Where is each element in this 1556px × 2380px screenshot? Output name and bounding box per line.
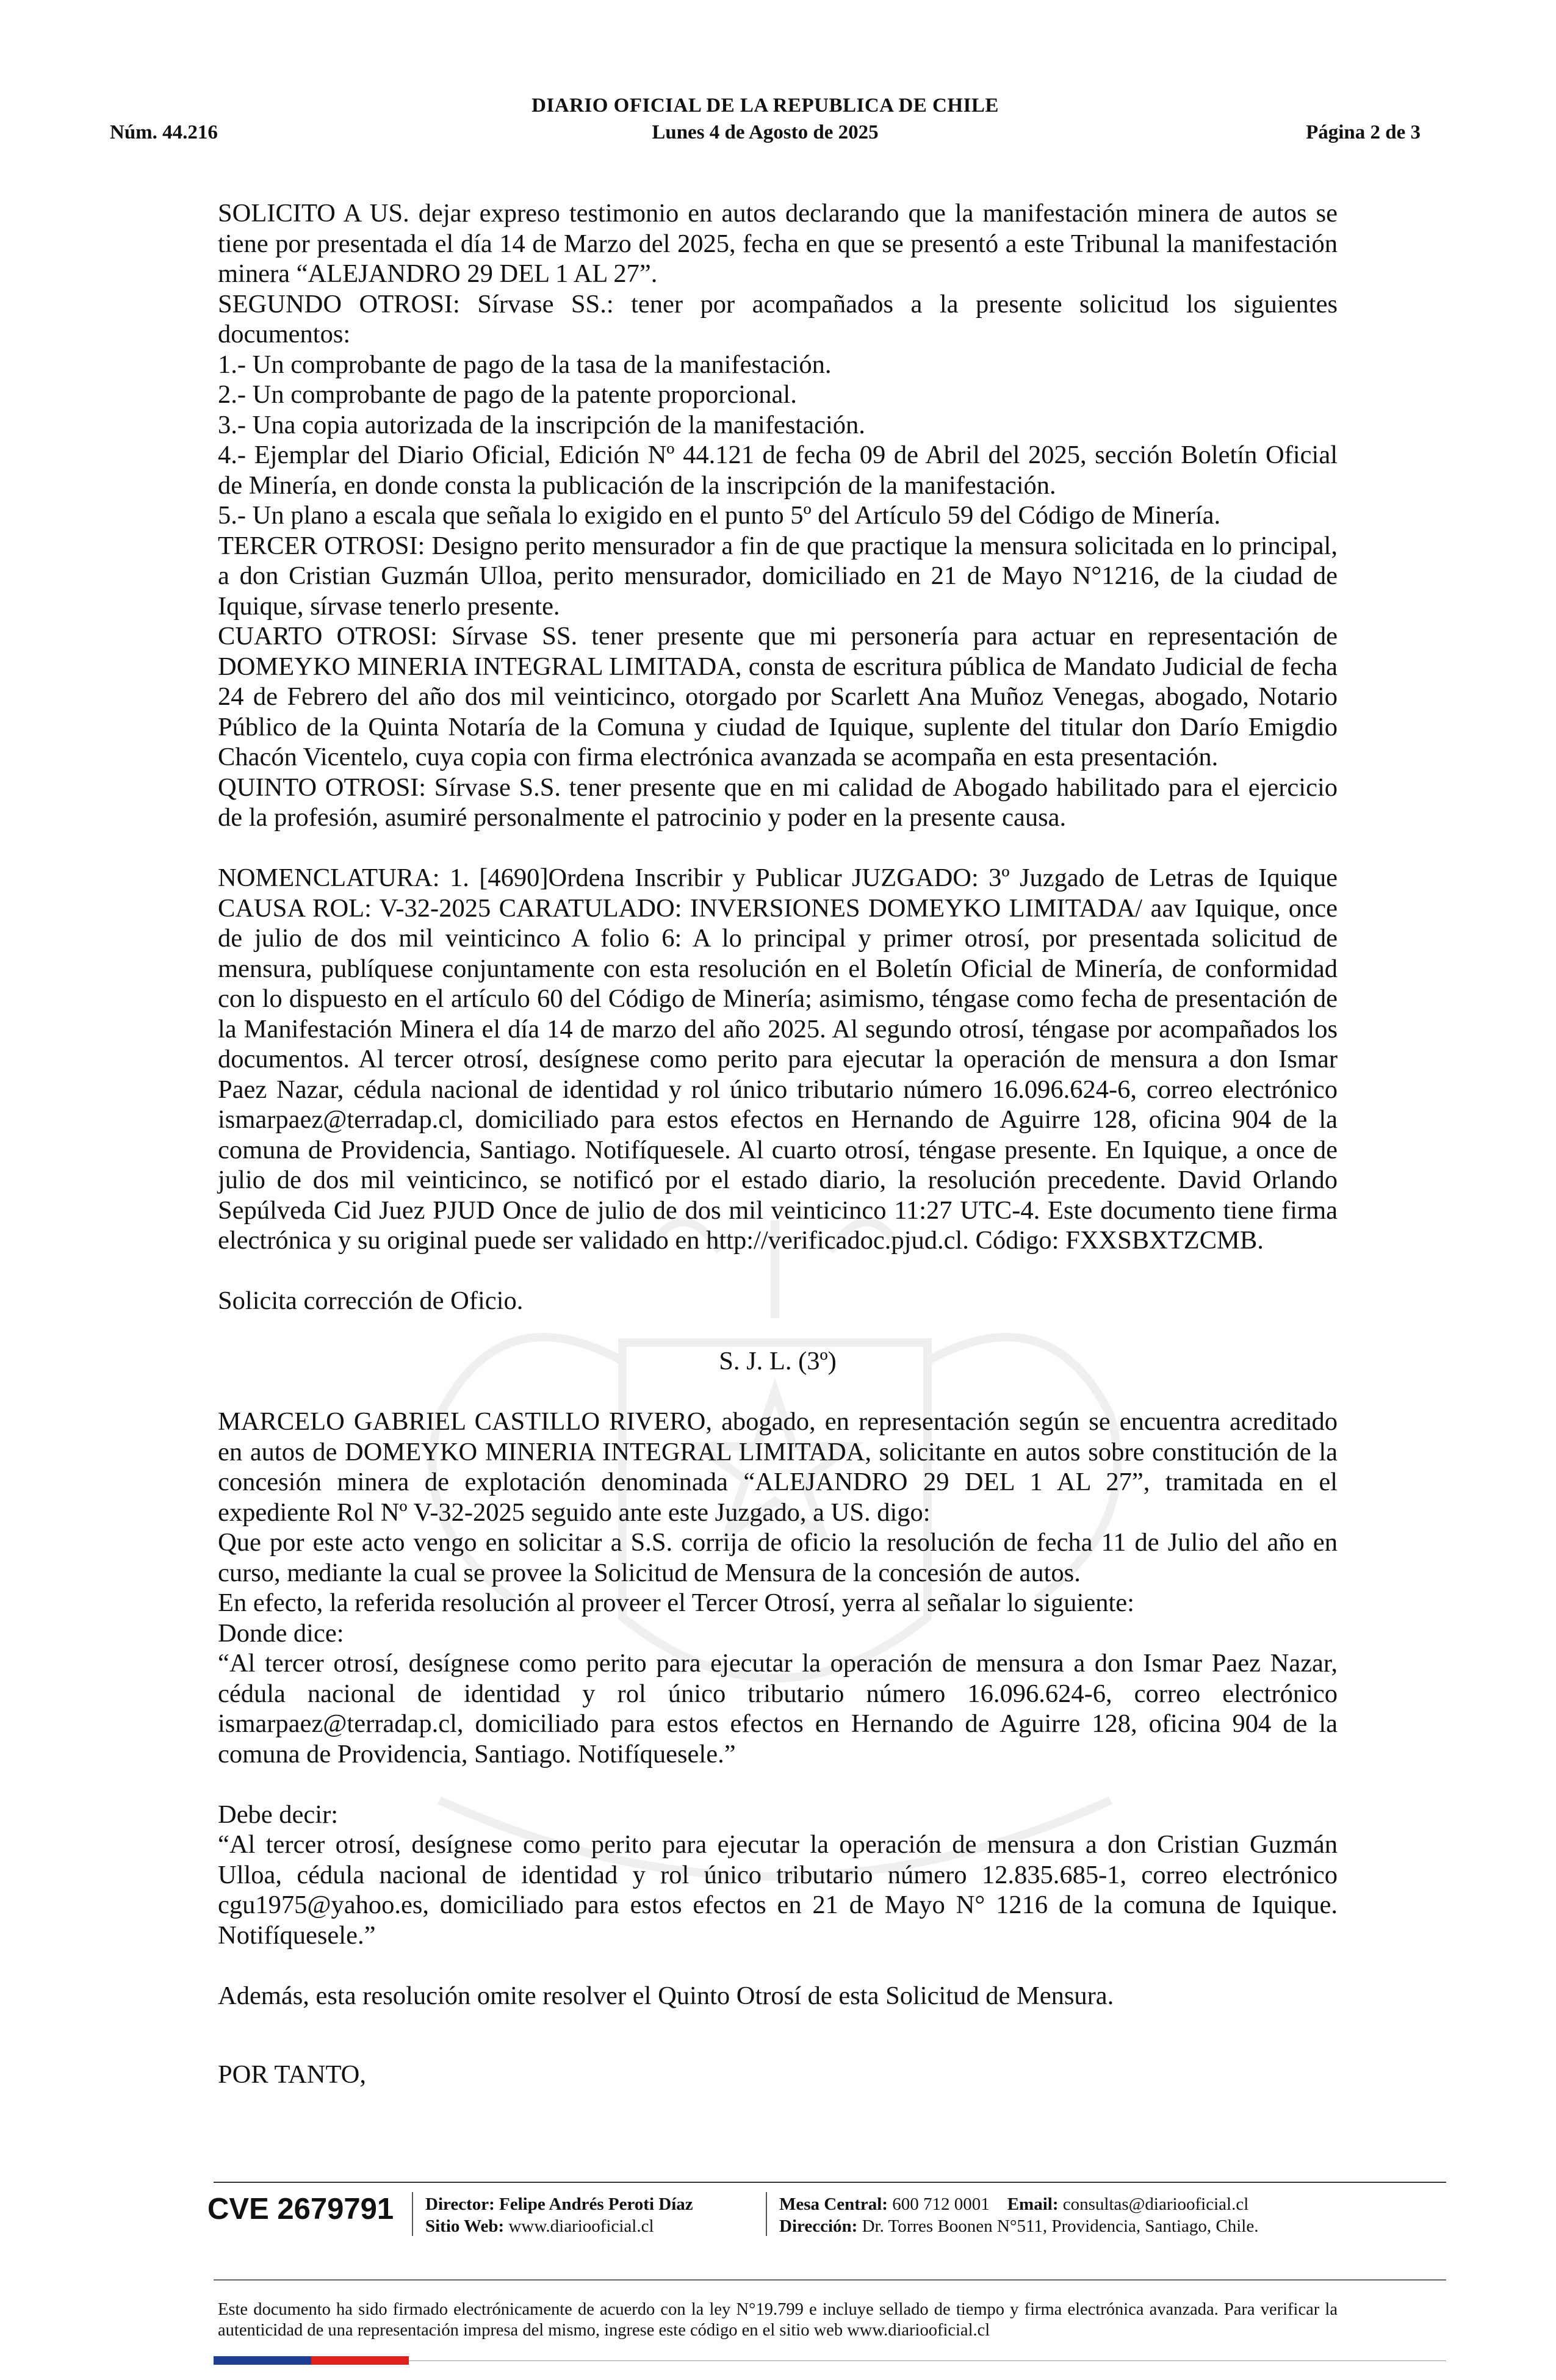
flag-stripe-red (311, 2356, 409, 2365)
email-label: Email: (1007, 2194, 1059, 2214)
paragraph-debe-decir: Debe decir: (218, 1800, 339, 1829)
paragraph-quinto-otrosi: QUINTO OTROSI: Sírvase S.S. tener presente que en mi calidad de Abogado habilitado para el ejercicio de la profesión, asumiré personalmente el patrocinio y poder en la presente causa. (218, 773, 1338, 832)
footer-middle-rule (214, 2279, 1446, 2281)
director-name: Felipe Andrés Peroti Díaz (499, 2194, 693, 2214)
director-label: Director: (425, 2194, 495, 2214)
paragraph-tercer-otrosi: TERCER OTROSI: Designo perito mensurador a fin de que practique la mensura solicitada en lo principal, a don Cristian Guzmán Ulloa, perito mensurador, domiciliado en 21 de Mayo N°1216, de la ciudad de Iquique, sírvase tenerlo presente. (218, 531, 1338, 621)
issue-date: Lunes 4 de Agosto de 2025 (652, 121, 879, 143)
email-link[interactable]: consultas@diariooficial.cl (1062, 2194, 1249, 2214)
flag-stripe-blue (214, 2356, 311, 2365)
paragraph-donde-dice: Donde dice: (218, 1618, 344, 1648)
list-item: 5.- Un plano a escala que señala lo exigido en el punto 5º del Artículo 59 del Código de Minería. (218, 501, 1221, 530)
paragraph-ademas: Además, esta resolución omite resolver el Quinto Otrosí de esta Solicitud de Mensura. (218, 1981, 1114, 2010)
footer-divider (766, 2192, 767, 2236)
web-link[interactable]: www.diariooficial.cl (508, 2216, 654, 2236)
footer-bottom-rule (409, 2360, 1446, 2361)
addressee-line: S. J. L. (3º) (719, 1347, 837, 1376)
footer-contact-block (779, 2193, 1258, 2237)
paragraph-comparecencia: MARCELO GABRIEL CASTILLO RIVERO, abogado, en representación según se encuentra acreditado en autos de DOMEYKO MINERIA INTEGRAL LIMITADA, solicitante en autos sobre constitución de la concesión minera de explotación denominada “ALEJANDRO 29 DEL 1 AL 27”, tramitada en el expediente Rol Nº V-32-2025 seguido ante este Juzgado, a US. digo: (218, 1407, 1338, 1527)
direccion-value: Dr. Torres Boonen N°511, Providencia, Santiago, Chile. (862, 2216, 1259, 2236)
mesa-label: Mesa Central: (779, 2194, 888, 2214)
paragraph-solicitud: Que por este acto vengo en solicitar a S.S. corrija de oficio la resolución de fecha 11 de Julio del año en curso, mediante la cual se provee la Solicitud de Mensura de la concesión de autos. (218, 1528, 1338, 1587)
list-item: 4.- Ejemplar del Diario Oficial, Edición Nº 44.121 de fecha 09 de Abril del 2025, sección Boletín Oficial de Minería, en donde consta la publicación de la inscripción de la manifestación. (218, 441, 1338, 500)
signature-disclaimer: Este documento ha sido firmado electrónicamente de acuerdo con la ley N°19.799 e incluye sellado de tiempo y firma electrónica avanzada. Para verificar la autenticidad de una representación impresa del mismo, ingrese este código en el sitio web www.diariooficial.cl (218, 2300, 1338, 2340)
list-item: 1.- Un comprobante de pago de la tasa de la manifestación. (218, 350, 832, 379)
paragraph-cuarto-otrosi: CUARTO OTROSI: Sírvase SS. tener presente que mi personería para actuar en representación de DOMEYKO MINERIA INTEGRAL LIMITADA, consta de escritura pública de Mandato Judicial de fecha 24 de Febrero del año dos mil veinticinco, otorgado por Scarlett Ana Muñoz Venegas, abogado, Notario Público de la Quinta Notaría de la Comuna y ciudad de Iquique, suplente del titular don Darío Emigdio Chacón Vicentelo, cuya copia con firma electrónica avanzada se acompaña en esta presentación. (218, 622, 1338, 771)
mesa-phone: 600 712 0001 (892, 2194, 990, 2214)
quote-debe-decir: “Al tercer otrosí, desígnese como perito para ejecutar la operación de mensura a don Cristian Guzmán Ulloa, cédula nacional de identidad y rol único tributario número 12.835.685-1, correo electrónico cgu1975@yahoo.es, domiciliado para estos efectos en 21 de Mayo N° 1216 de la comuna de Iquique. Notifíquesele.” (218, 1830, 1338, 1950)
document-body (218, 198, 1338, 2090)
page-header (110, 95, 1421, 143)
list-item: 3.- Una copia autorizada de la inscripción de la manifestación. (218, 410, 865, 439)
paragraph-en-efecto: En efecto, la referida resolución al proveer el Tercer Otrosí, yerra al señalar lo siguiente: (218, 1588, 1134, 1617)
paragraph-segundo-otrosi: SEGUNDO OTROSI: Sírvase SS.: tener por acompañados a la presente solicitud los siguientes documentos: (218, 289, 1338, 348)
paragraph-solicito: SOLICITO A US. dejar expreso testimonio en autos declarando que la manifestación minera de autos se tiene por presentada el día 14 de Marzo del 2025, fecha en que se presentó a este Tribunal la manifestación minera “ALEJANDRO 29 DEL 1 AL 27”. (218, 199, 1338, 288)
footer-director-block (425, 2193, 693, 2237)
paragraph-por-tanto: POR TANTO, (218, 2060, 366, 2089)
issue-number: Núm. 44.216 (110, 121, 218, 143)
cve-code: CVE 2679791 (207, 2193, 394, 2226)
newspaper-title: DIARIO OFICIAL DE LA REPUBLICA DE CHILE (531, 95, 999, 117)
footer-divider (412, 2192, 413, 2236)
web-label: Sitio Web: (425, 2216, 505, 2236)
paragraph-solicita-correccion: Solicita corrección de Oficio. (218, 1286, 524, 1315)
direccion-label: Dirección: (779, 2216, 858, 2236)
quote-donde-dice: “Al tercer otrosí, desígnese como perito para ejecutar la operación de mensura a don Ismar Paez Nazar, cédula nacional de identidad y rol único tributario número 16.096.624-6, correo electrónico ismarpaez@terradap.cl, domiciliado para estos efectos en Hernando de Aguirre 128, oficina 904 de la comuna de Providencia, Santiago. Notifíquesele.” (218, 1649, 1338, 1769)
page-number: Página 2 de 3 (1306, 121, 1421, 143)
paragraph-nomenclatura: NOMENCLATURA: 1. [4690]Ordena Inscribir y Publicar JUZGADO: 3º Juzgado de Letras de Iquique CAUSA ROL: V-32-2025 CARATULADO: INVERSIONES DOMEYKO LIMITADA/ aav Iquique, once de julio de dos mil veinticinco A folio 6: A lo principal y primer otrosí, por presentada solicitud de mensura, publíquese conjuntamente con esta resolución en el Boletín Oficial de Minería, de conformidad con lo dispuesto en el artículo 60 del Código de Minería; asimismo, téngase como fecha de presentación de la Manifestación Minera el día 14 de marzo del año 2025. Al segundo otrosí, téngase por acompañados los documentos. Al tercer otrosí, desígnese como perito para ejecutar la operación de mensura a don Ismar Paez Nazar, cédula nacional de identidad y rol único tributario número 16.096.624-6, correo electrónico ismarpaez@terradap.cl, domiciliado para estos efectos en Hernando de Aguirre 128, oficina 904 de la comuna de Providencia, Santiago. Notifíquesele. Al cuarto otrosí, téngase presente. En Iquique, a once de julio de dos mil veinticinco, se notificó por el estado diario, la resolución precedente. David Orlando Sepúlveda Cid Juez PJUD Once de julio de dos mil veinticinco 11:27 UTC-4. Este documento tiene firma electrónica y su original puede ser validado en http://verificadoc.pjud.cl. Código: FXXSBXTZCMB. (218, 864, 1338, 1255)
footer-top-rule (214, 2182, 1446, 2183)
list-item: 2.- Un comprobante de pago de la patente proporcional. (218, 380, 797, 409)
